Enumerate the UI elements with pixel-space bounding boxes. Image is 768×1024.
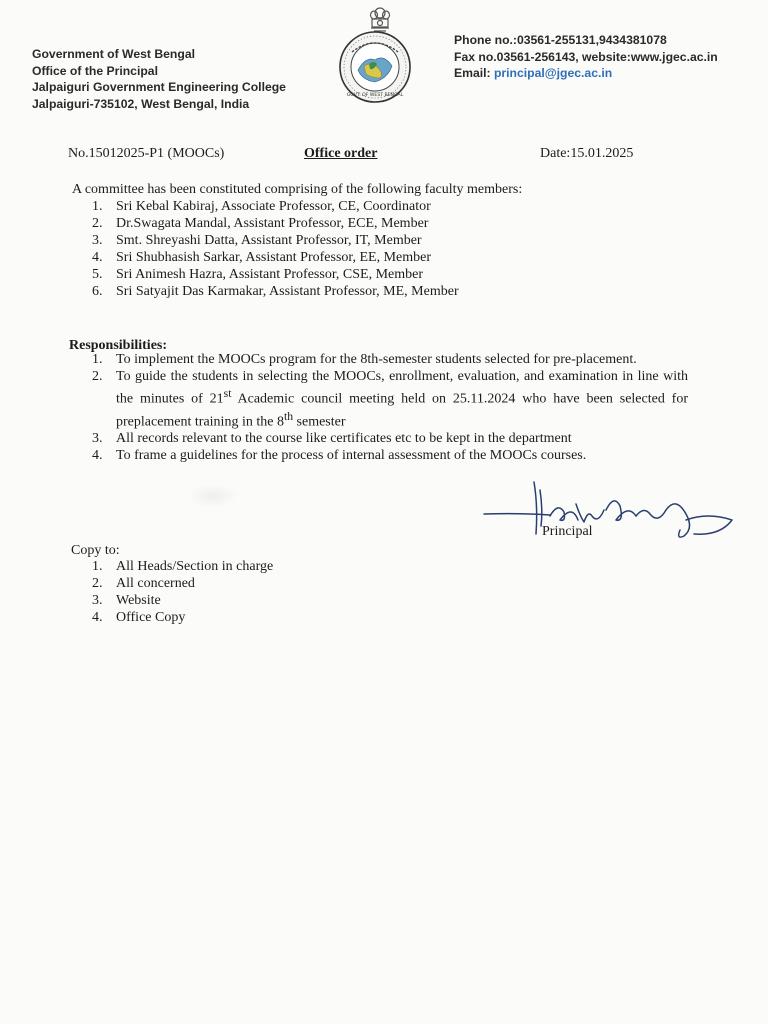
committee-member-list (92, 198, 459, 300)
copy-to-list (92, 558, 273, 626)
signatory-title: Principal (542, 524, 593, 539)
copy-recipient: Office Copy (116, 610, 186, 625)
letterhead-contact (454, 32, 718, 82)
list-item (92, 198, 459, 215)
scan-smudge (188, 484, 238, 508)
order-date: Date:15.01.2025 (540, 146, 634, 161)
responsibilities-heading: Responsibilities: (69, 338, 168, 353)
list-number: 5. (92, 267, 103, 282)
member-text: Smt. Shreyashi Datta, Assistant Professor, IT, Member (116, 233, 422, 248)
responsibility-text: To frame a guidelines for the process of internal assessment of the MOOCs courses. (116, 448, 587, 464)
list-number: 1. (92, 352, 103, 367)
list-item (92, 249, 459, 266)
email-label: Email: (454, 66, 494, 80)
list-item (92, 447, 688, 464)
list-number: 4. (92, 250, 103, 265)
letterhead-address (32, 46, 286, 112)
list-item (92, 283, 459, 300)
member-text: Sri Animesh Hazra, Assistant Professor, CSE, Member (116, 267, 424, 282)
list-item (92, 558, 273, 575)
list-item (92, 351, 688, 368)
email-line (454, 65, 718, 82)
ordinal-suffix: th (283, 409, 294, 423)
copy-to-heading: Copy to: (71, 543, 120, 558)
responsibility-text-part: Academic council meeting held on 25.11.2024 who have been selected for preplacement training in the 8 (116, 391, 689, 430)
list-item (92, 368, 688, 430)
list-item (92, 215, 459, 232)
list-number: 1. (92, 199, 103, 214)
letterhead-line: Jalpaiguri Government Engineering College (32, 80, 286, 94)
list-item (92, 430, 688, 447)
copy-recipient: Website (116, 593, 161, 608)
list-item (92, 609, 273, 626)
list-number: 3. (92, 593, 103, 608)
list-number: 2. (92, 216, 103, 231)
copy-recipient: All concerned (116, 576, 195, 591)
list-item (92, 575, 273, 592)
member-text: Dr.Swagata Mandal, Assistant Professor, ECE, Member (116, 216, 429, 231)
member-text: Sri Kebal Kabiraj, Associate Professor, CE, Coordinator (116, 199, 431, 214)
seal-text: GOVT. OF WEST BENGAL (346, 93, 404, 98)
list-number: 3. (92, 431, 103, 447)
college-seal-logo (338, 30, 412, 104)
responsibility-text-part: To guide the students in selecting the MOOCs, enrollment, evaluation, and examination in line with the minutes of 21 (116, 369, 688, 407)
list-item (92, 232, 459, 249)
responsibilities-list (92, 351, 688, 464)
letterhead-line: Jalpaiguri-735102, West Bengal, India (32, 96, 250, 111)
fax-website: Fax no.03561-256143, website:www.jgec.ac.in (454, 49, 718, 64)
responsibility-text-part: semester (293, 414, 346, 430)
principal-signature (480, 476, 740, 546)
letterhead-line: Office of the Principal (32, 63, 158, 78)
list-number: 4. (92, 448, 103, 464)
list-number: 2. (92, 576, 103, 591)
responsibility-text: All records relevant to the course like certificates etc to be kept in the department (116, 431, 572, 447)
list-number: 1. (92, 559, 103, 574)
list-number: 4. (92, 610, 103, 625)
email-link[interactable]: principal@jgec.ac.in (493, 66, 613, 80)
phone-number: Phone no.:03561-255131,9434381078 (454, 33, 667, 47)
responsibility-text (116, 368, 688, 430)
member-text: Sri Satyajit Das Karmakar, Assistant Professor, ME, Member (116, 284, 459, 299)
list-item (92, 592, 273, 609)
responsibility-text: To implement the MOOCs program for the 8th-semester students selected for pre-placement. (116, 352, 637, 367)
list-number: 3. (92, 233, 103, 248)
member-text: Sri Shubhasish Sarkar, Assistant Professor, EE, Member (116, 250, 432, 265)
copy-recipient: All Heads/Section in charge (116, 559, 274, 574)
list-number: 2. (92, 369, 103, 384)
intro-text: A committee has been constituted comprising of the following faculty members: (72, 182, 523, 197)
order-number: No.15012025-P1 (MOOCs) (68, 146, 225, 161)
ordinal-suffix: st (223, 387, 232, 400)
letterhead-line: Government of West Bengal (32, 47, 195, 61)
list-number: 6. (92, 284, 103, 299)
list-item (92, 266, 459, 283)
order-title: Office order (304, 146, 378, 161)
